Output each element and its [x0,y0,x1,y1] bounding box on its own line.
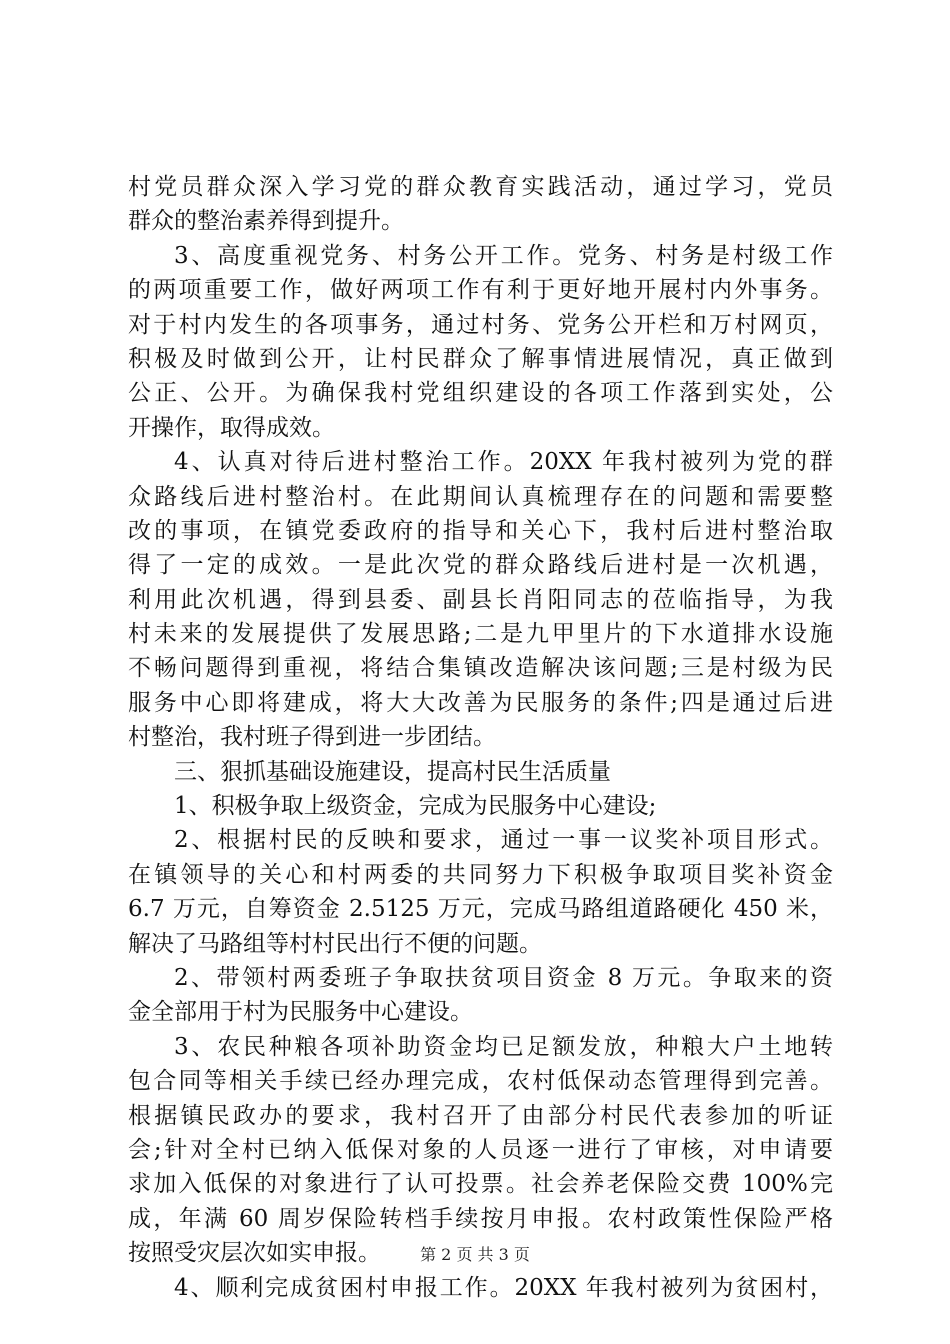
text-line: 三、狠抓基础设施建设，提高村民生活质量 [174,758,611,785]
text-line: 村整治，我村班子得到进一步团结。 [128,724,496,751]
text-line: 众路线后进村整治村。在此期间认真梳理存在的问题和需要整 [128,483,833,510]
text-line: 4、认真对待后进村整治工作。20XX 年我村被列为党的群 [174,449,833,476]
text-line: 改的事项，在镇党委政府的指导和关心下，我村后进村整治取 [128,517,833,544]
text-line: 成，年满 60 周岁保险转档手续按月申报。农村政策性保险严格 [128,1205,833,1232]
text-line: 求加入低保的对象进行了认可投票。社会养老保险交费 100%完 [128,1171,833,1198]
text-line: 金全部用于村为民服务中心建设。 [128,999,473,1026]
text-line: 根据镇民政办的要求，我村召开了由部分村民代表参加的听证 [128,1102,833,1129]
text-line: 对于村内发生的各项事务，通过村务、党务公开栏和万村网页， [128,311,833,338]
text-line: 解决了马路组等村村民出行不便的问题。 [128,930,542,957]
text-line: 服务中心即将建成，将大大改善为民服务的条件;四是通过后进 [128,689,833,716]
text-line: 2、根据村民的反映和要求，通过一事一议奖补项目形式。 [174,827,833,854]
page-footer: 第 2 页 共 3 页 [420,1245,530,1264]
text-line: 1、积极争取上级资金，完成为民服务中心建设; [174,793,657,820]
text-line: 村未来的发展提供了发展思路;二是九甲里片的下水道排水设施 [128,621,833,648]
text-line: 6.7 万元，自筹资金 2.5125 万元，完成马路组道路硬化 450 米， [128,896,833,923]
body-text [128,170,833,1305]
text-line: 2、带领村两委班子争取扶贫项目资金 8 万元。争取来的资 [174,964,833,991]
text-line: 的两项重要工作，做好两项工作有利于更好地开展村内外事务。 [128,277,833,304]
text-line: 开操作，取得成效。 [128,414,335,441]
text-line: 会;针对全村已纳入低保对象的人员逐一进行了审核，对申请要 [128,1136,833,1163]
text-line: 得了一定的成效。一是此次党的群众路线后进村是一次机遇， [128,552,833,579]
text-line: 村党员群众深入学习党的群众教育实践活动，通过学习，党员 [128,174,833,200]
text-line: 4、顺利完成贫困村申报工作。20XX 年我村被列为贫困村， [174,1274,833,1301]
text-line: 包合同等相关手续已经办理完成，农村低保动态管理得到完善。 [128,1068,833,1095]
text-line: 公正、公开。为确保我村党组织建设的各项工作落到实处，公 [128,380,833,407]
text-line: 利用此次机遇，得到县委、副县长肖阳同志的莅临指导，为我 [128,586,833,613]
text-line: 积极及时做到公开，让村民群众了解事情进展情况，真正做到 [128,345,833,372]
text-line: 在镇领导的关心和村两委的共同努力下积极争取项目奖补资金 [128,861,833,888]
text-line: 3、高度重视党务、村务公开工作。党务、村务是村级工作 [174,242,833,269]
text-line: 3、农民种粮各项补助资金均已足额发放，种粮大户土地转 [174,1033,833,1060]
text-line: 群众的整治素养得到提升。 [128,208,404,235]
text-line: 按照受灾层次如实申报。 [128,1240,381,1267]
text-line: 不畅问题得到重视，将结合集镇改造解决该问题;三是村级为民 [128,655,833,682]
